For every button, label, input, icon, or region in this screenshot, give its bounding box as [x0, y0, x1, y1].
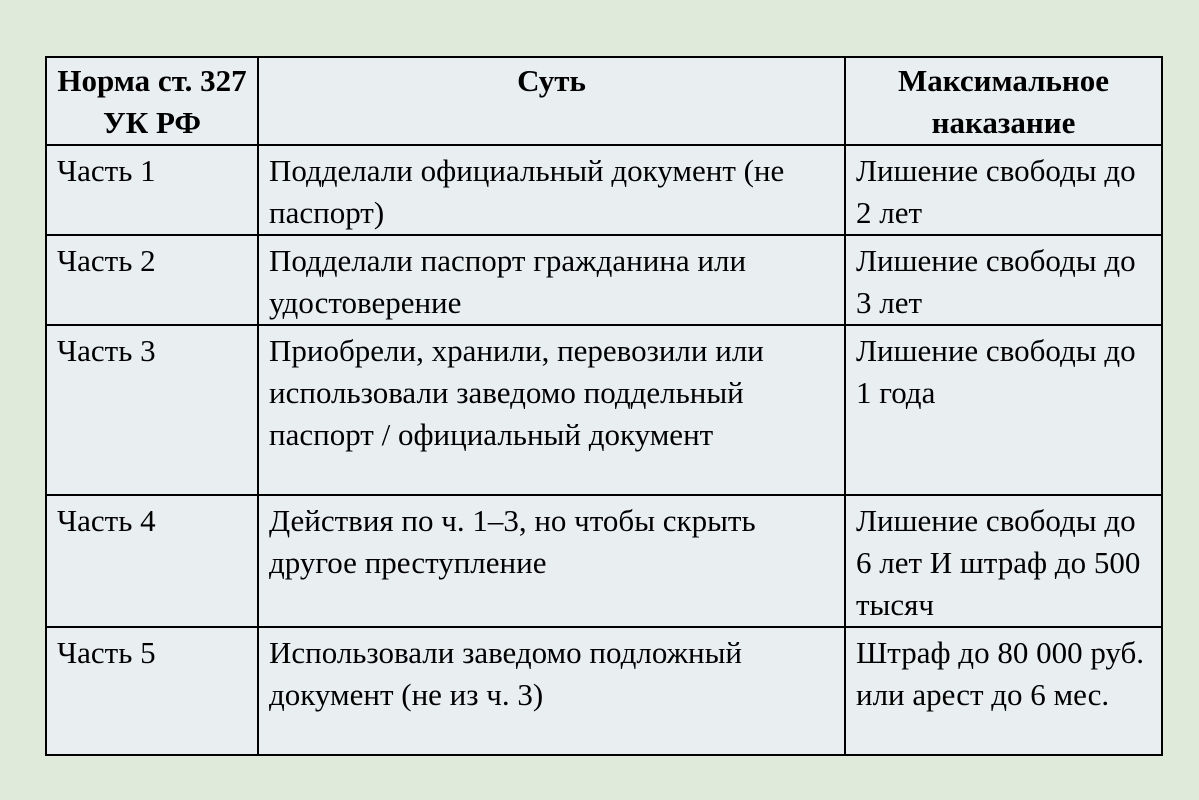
table-row: [46, 627, 1162, 755]
part-cell: Часть 3: [46, 325, 258, 495]
penalty-cell: Лишение свободы до 2 лет: [845, 145, 1162, 235]
table-row: [46, 495, 1162, 627]
article-327-table-container: [45, 56, 1161, 756]
header-max-penalty: Максимальное наказание: [845, 57, 1162, 145]
header-article-norm: Норма ст. 327 УК РФ: [46, 57, 258, 145]
part-cell: Часть 2: [46, 235, 258, 325]
table-row: [46, 235, 1162, 325]
part-cell: Часть 4: [46, 495, 258, 627]
penalty-cell: Лишение свободы до 6 лет И штраф до 500 тысяч: [845, 495, 1162, 627]
penalty-cell: Штраф до 80 000 руб. или арест до 6 мес.: [845, 627, 1162, 755]
part-cell: Часть 5: [46, 627, 258, 755]
penalty-cell: Лишение свободы до 1 года: [845, 325, 1162, 495]
essence-cell: Подделали паспорт гражданина или удостоверение: [258, 235, 845, 325]
part-cell: Часть 1: [46, 145, 258, 235]
essence-cell: Использовали заведомо подложный документ (не из ч. 3): [258, 627, 845, 755]
header-row: [46, 57, 1162, 145]
penalty-cell: Лишение свободы до 3 лет: [845, 235, 1162, 325]
header-essence: Суть: [258, 57, 845, 145]
essence-cell: Подделали официальный документ (не паспорт): [258, 145, 845, 235]
essence-cell: Приобрели, хранили, перевозили или использовали заведомо поддельный паспорт / официальный документ: [258, 325, 845, 495]
table-row: [46, 145, 1162, 235]
essence-cell: Действия по ч. 1–3, но чтобы скрыть другое преступление: [258, 495, 845, 627]
article-327-table: [45, 56, 1163, 756]
table-row: [46, 325, 1162, 495]
